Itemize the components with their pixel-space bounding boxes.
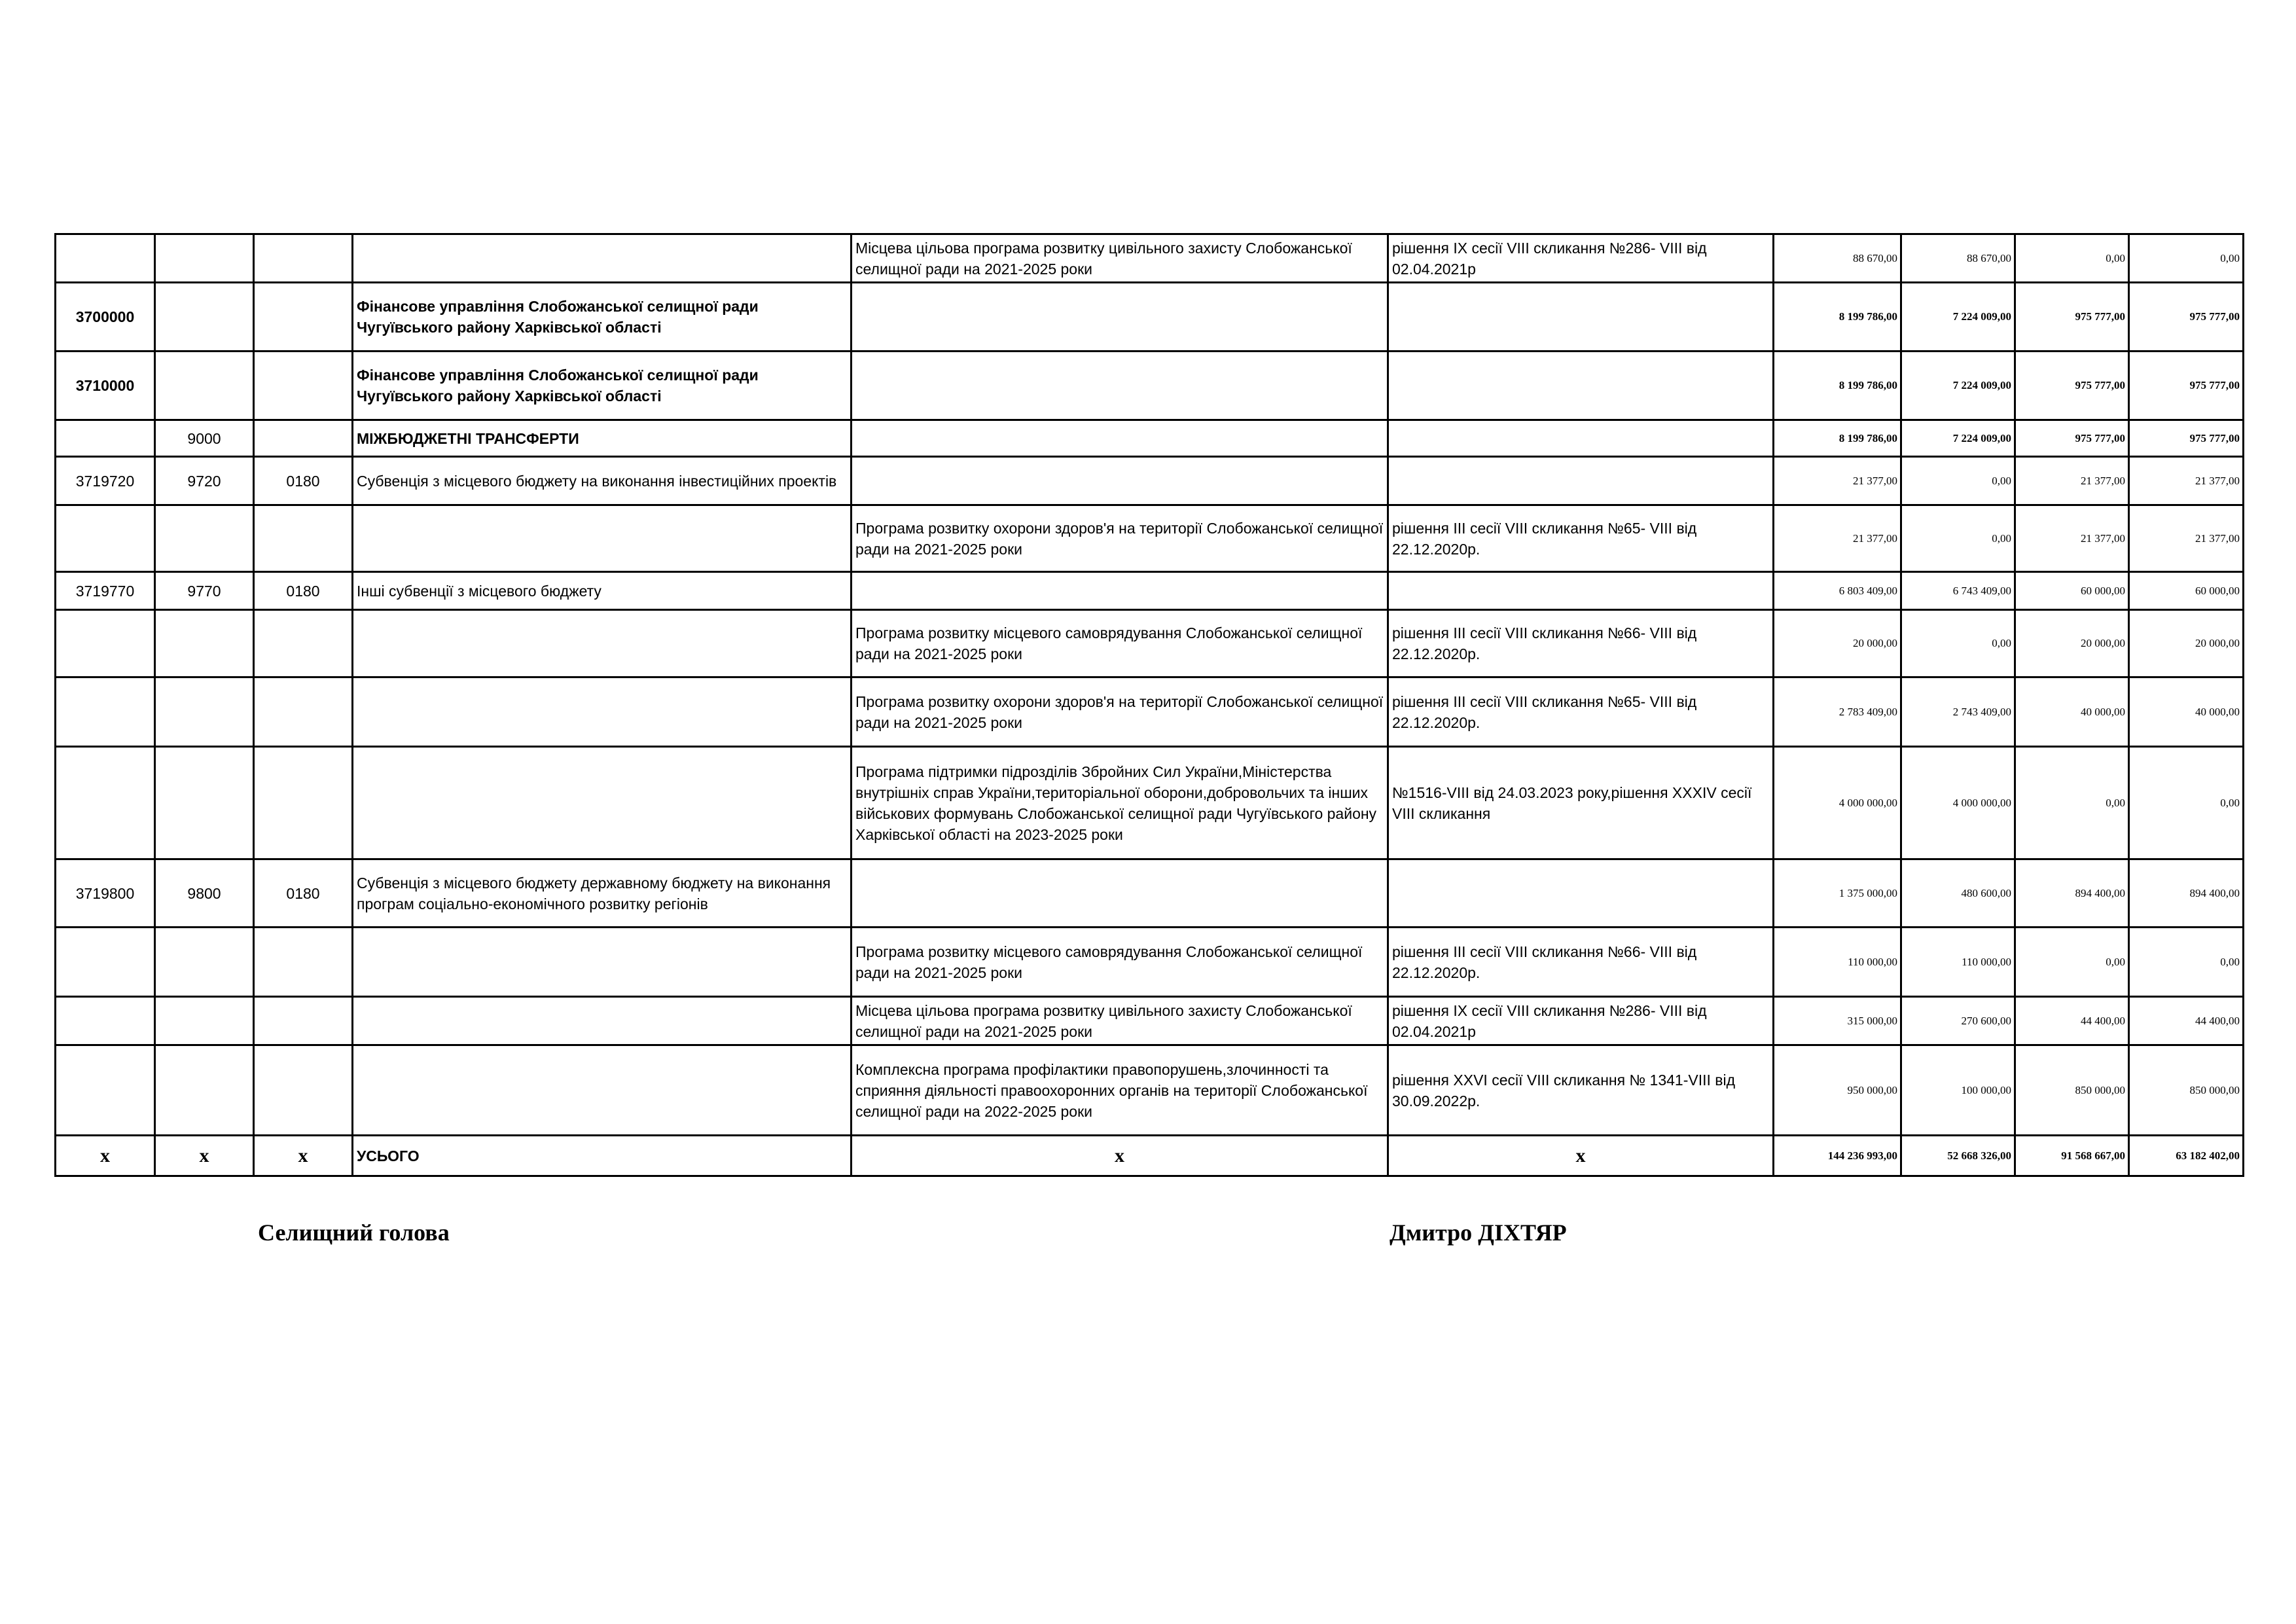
row-special-fund: 850 000,00: [2015, 1045, 2129, 1136]
row-kfk-code: 9770: [155, 572, 254, 610]
row-total: 8 199 786,00: [1774, 283, 1901, 352]
signature-name: Дмитро ДІХТЯР: [1390, 1219, 1567, 1246]
row-development-budget: 975 777,00: [2129, 352, 2244, 420]
row-code: [56, 997, 155, 1045]
row-program: Програма підтримки підрозділів Збройних Сил України,Міністерства внутрішніх справ України,територіальної оборони,добровольчих та інших військових формувань Слобожанської селищної ради Чугуївського району Харківської області на 2023-2025 роки: [852, 747, 1388, 859]
row-program: [852, 352, 1388, 420]
row-decision: рішення III сесії VIII скликання №65- VIII від 22.12.2020р.: [1388, 505, 1774, 572]
table-row: [56, 457, 2244, 505]
row-program: Програма розвитку місцевого самоврядування Слобожанської селищної ради на 2021-2025 роки: [852, 928, 1388, 997]
row-code: [56, 234, 155, 283]
row-total: 8 199 786,00: [1774, 420, 1901, 457]
row-decision: рішення IX сесії VIII скликання №286- VIII від 02.04.2021р: [1388, 234, 1774, 283]
row-special-fund: 975 777,00: [2015, 420, 2129, 457]
row-decision: №1516-VIII від 24.03.2023 року,рішення XXXIV сесії VIII скликання: [1388, 747, 1774, 859]
row-development-budget: 40 000,00: [2129, 677, 2244, 747]
row-special-fund: 0,00: [2015, 928, 2129, 997]
row-name: [353, 1045, 852, 1136]
row-program: Програма розвитку охорони здоров'я на території Слобожанської селищної ради на 2021-2025 роки: [852, 677, 1388, 747]
row-general-fund: 7 224 009,00: [1901, 352, 2015, 420]
row-general-fund: 270 600,00: [1901, 997, 2015, 1045]
row-kfkb-code: [254, 928, 353, 997]
row-total: 110 000,00: [1774, 928, 1901, 997]
row-special-fund: 975 777,00: [2015, 352, 2129, 420]
row-decision: [1388, 457, 1774, 505]
row-development-budget: 0,00: [2129, 234, 2244, 283]
table-row: [56, 283, 2244, 352]
row-kfk-code: [155, 234, 254, 283]
row-special-fund: 0,00: [2015, 234, 2129, 283]
total-x-kfkb: x: [254, 1136, 353, 1176]
total-special-fund: 91 568 667,00: [2015, 1136, 2129, 1176]
row-program: [852, 457, 1388, 505]
row-name: [353, 234, 852, 283]
row-decision: рішення III сесії VIII скликання №65- VIII від 22.12.2020р.: [1388, 677, 1774, 747]
row-code: 3719720: [56, 457, 155, 505]
row-total: 315 000,00: [1774, 997, 1901, 1045]
row-name: Фінансове управління Слобожанської селищної ради Чугуївського району Харківської області: [353, 352, 852, 420]
row-development-budget: 60 000,00: [2129, 572, 2244, 610]
row-development-budget: 21 377,00: [2129, 457, 2244, 505]
row-development-budget: 894 400,00: [2129, 859, 2244, 928]
total-sum: 144 236 993,00: [1774, 1136, 1901, 1176]
budget-programs-table: [54, 233, 2244, 1177]
table-row: [56, 505, 2244, 572]
row-special-fund: 20 000,00: [2015, 610, 2129, 677]
row-kfkb-code: 0180: [254, 572, 353, 610]
row-code: [56, 420, 155, 457]
row-program: Місцева цільова програма розвитку цивільного захисту Слобожанської селищної ради на 2021-2025 роки: [852, 234, 1388, 283]
total-general-fund: 52 668 326,00: [1901, 1136, 2015, 1176]
row-kfk-code: [155, 352, 254, 420]
row-general-fund: 7 224 009,00: [1901, 420, 2015, 457]
row-kfkb-code: [254, 283, 353, 352]
total-row: [56, 1136, 2244, 1176]
row-decision: [1388, 572, 1774, 610]
row-name: [353, 997, 852, 1045]
row-kfkb-code: [254, 677, 353, 747]
row-kfkb-code: [254, 747, 353, 859]
row-kfk-code: [155, 928, 254, 997]
row-name: Субвенція з місцевого бюджету державному бюджету на виконання програм соціально-економічного розвитку регіонів: [353, 859, 852, 928]
row-general-fund: 100 000,00: [1901, 1045, 2015, 1136]
row-program: Програма розвитку місцевого самоврядування Слобожанської селищної ради на 2021-2025 роки: [852, 610, 1388, 677]
total-x-kfk: x: [155, 1136, 254, 1176]
row-kfk-code: [155, 283, 254, 352]
row-name: Фінансове управління Слобожанської селищної ради Чугуївського району Харківської області: [353, 283, 852, 352]
row-development-budget: 850 000,00: [2129, 1045, 2244, 1136]
row-program: Комплексна програма профілактики правопорушень,злочинності та сприяння діяльності правоохоронних органів на території Слобожанської селищної ради на 2022-2025 роки: [852, 1045, 1388, 1136]
row-program: [852, 859, 1388, 928]
row-decision: [1388, 420, 1774, 457]
row-kfk-code: [155, 610, 254, 677]
table-row: [56, 1045, 2244, 1136]
total-x-program: x: [852, 1136, 1388, 1176]
row-special-fund: 60 000,00: [2015, 572, 2129, 610]
row-total: 950 000,00: [1774, 1045, 1901, 1136]
row-decision: рішення III сесії VIII скликання №66- VIII від 22.12.2020р.: [1388, 928, 1774, 997]
row-general-fund: 0,00: [1901, 610, 2015, 677]
row-decision: рішення XXVI сесії VIII скликання № 1341-VIII від 30.09.2022р.: [1388, 1045, 1774, 1136]
row-general-fund: 110 000,00: [1901, 928, 2015, 997]
row-program: [852, 283, 1388, 352]
row-development-budget: 21 377,00: [2129, 505, 2244, 572]
row-total: 2 783 409,00: [1774, 677, 1901, 747]
row-general-fund: 6 743 409,00: [1901, 572, 2015, 610]
row-code: [56, 928, 155, 997]
row-kfk-code: 9720: [155, 457, 254, 505]
row-decision: рішення IX сесії VIII скликання №286- VIII від 02.04.2021р: [1388, 997, 1774, 1045]
table-row: [56, 572, 2244, 610]
table-row: [56, 234, 2244, 283]
row-decision: [1388, 283, 1774, 352]
table-row: [56, 677, 2244, 747]
row-name: [353, 747, 852, 859]
row-code: 3700000: [56, 283, 155, 352]
table-row: [56, 859, 2244, 928]
row-kfk-code: [155, 505, 254, 572]
row-kfk-code: [155, 1045, 254, 1136]
row-decision: [1388, 859, 1774, 928]
row-kfkb-code: [254, 610, 353, 677]
row-kfkb-code: [254, 997, 353, 1045]
row-special-fund: 894 400,00: [2015, 859, 2129, 928]
row-special-fund: 40 000,00: [2015, 677, 2129, 747]
row-general-fund: 7 224 009,00: [1901, 283, 2015, 352]
row-program: Місцева цільова програма розвитку цивільного захисту Слобожанської селищної ради на 2021-2025 роки: [852, 997, 1388, 1045]
row-general-fund: 88 670,00: [1901, 234, 2015, 283]
total-development-budget: 63 182 402,00: [2129, 1136, 2244, 1176]
table-row: [56, 747, 2244, 859]
row-general-fund: 0,00: [1901, 457, 2015, 505]
row-code: [56, 610, 155, 677]
row-total: 21 377,00: [1774, 457, 1901, 505]
row-name: Інші субвенції з місцевого бюджету: [353, 572, 852, 610]
row-code: [56, 677, 155, 747]
row-development-budget: 975 777,00: [2129, 283, 2244, 352]
row-code: 3719770: [56, 572, 155, 610]
row-kfk-code: [155, 677, 254, 747]
row-kfk-code: 9800: [155, 859, 254, 928]
row-name: МІЖБЮДЖЕТНІ ТРАНСФЕРТИ: [353, 420, 852, 457]
row-code: 3710000: [56, 352, 155, 420]
row-program: [852, 572, 1388, 610]
table-row: [56, 928, 2244, 997]
row-development-budget: 20 000,00: [2129, 610, 2244, 677]
total-x-code: x: [56, 1136, 155, 1176]
row-development-budget: 0,00: [2129, 747, 2244, 859]
table-row: [56, 997, 2244, 1045]
budget-table-sheet: [54, 233, 2244, 1177]
table-row: [56, 420, 2244, 457]
row-special-fund: 44 400,00: [2015, 997, 2129, 1045]
row-program: Програма розвитку охорони здоров'я на території Слобожанської селищної ради на 2021-2025 роки: [852, 505, 1388, 572]
row-total: 21 377,00: [1774, 505, 1901, 572]
row-special-fund: 21 377,00: [2015, 505, 2129, 572]
row-total: 88 670,00: [1774, 234, 1901, 283]
row-kfkb-code: [254, 505, 353, 572]
row-kfkb-code: [254, 1045, 353, 1136]
table-row: [56, 610, 2244, 677]
row-code: [56, 747, 155, 859]
row-development-budget: 975 777,00: [2129, 420, 2244, 457]
row-development-budget: 44 400,00: [2129, 997, 2244, 1045]
row-code: 3719800: [56, 859, 155, 928]
signature-title: Селищний голова: [258, 1219, 450, 1246]
row-total: 20 000,00: [1774, 610, 1901, 677]
total-label: УСЬОГО: [353, 1136, 852, 1176]
row-kfkb-code: 0180: [254, 457, 353, 505]
row-name: [353, 505, 852, 572]
row-decision: рішення III сесії VIII скликання №66- VIII від 22.12.2020р.: [1388, 610, 1774, 677]
row-total: 6 803 409,00: [1774, 572, 1901, 610]
row-general-fund: 0,00: [1901, 505, 2015, 572]
row-total: 4 000 000,00: [1774, 747, 1901, 859]
row-name: [353, 610, 852, 677]
row-kfkb-code: [254, 234, 353, 283]
row-kfkb-code: 0180: [254, 859, 353, 928]
table-row: [56, 352, 2244, 420]
row-program: [852, 420, 1388, 457]
row-general-fund: 480 600,00: [1901, 859, 2015, 928]
row-special-fund: 0,00: [2015, 747, 2129, 859]
row-name: Субвенція з місцевого бюджету на виконання інвестиційних проектів: [353, 457, 852, 505]
row-total: 8 199 786,00: [1774, 352, 1901, 420]
row-code: [56, 505, 155, 572]
row-kfk-code: [155, 747, 254, 859]
row-name: [353, 928, 852, 997]
row-general-fund: 2 743 409,00: [1901, 677, 2015, 747]
row-general-fund: 4 000 000,00: [1901, 747, 2015, 859]
total-x-decision: x: [1388, 1136, 1774, 1176]
row-special-fund: 975 777,00: [2015, 283, 2129, 352]
row-development-budget: 0,00: [2129, 928, 2244, 997]
row-total: 1 375 000,00: [1774, 859, 1901, 928]
row-kfk-code: [155, 997, 254, 1045]
row-kfk-code: 9000: [155, 420, 254, 457]
row-kfkb-code: [254, 420, 353, 457]
row-kfkb-code: [254, 352, 353, 420]
row-code: [56, 1045, 155, 1136]
row-decision: [1388, 352, 1774, 420]
row-name: [353, 677, 852, 747]
row-special-fund: 21 377,00: [2015, 457, 2129, 505]
